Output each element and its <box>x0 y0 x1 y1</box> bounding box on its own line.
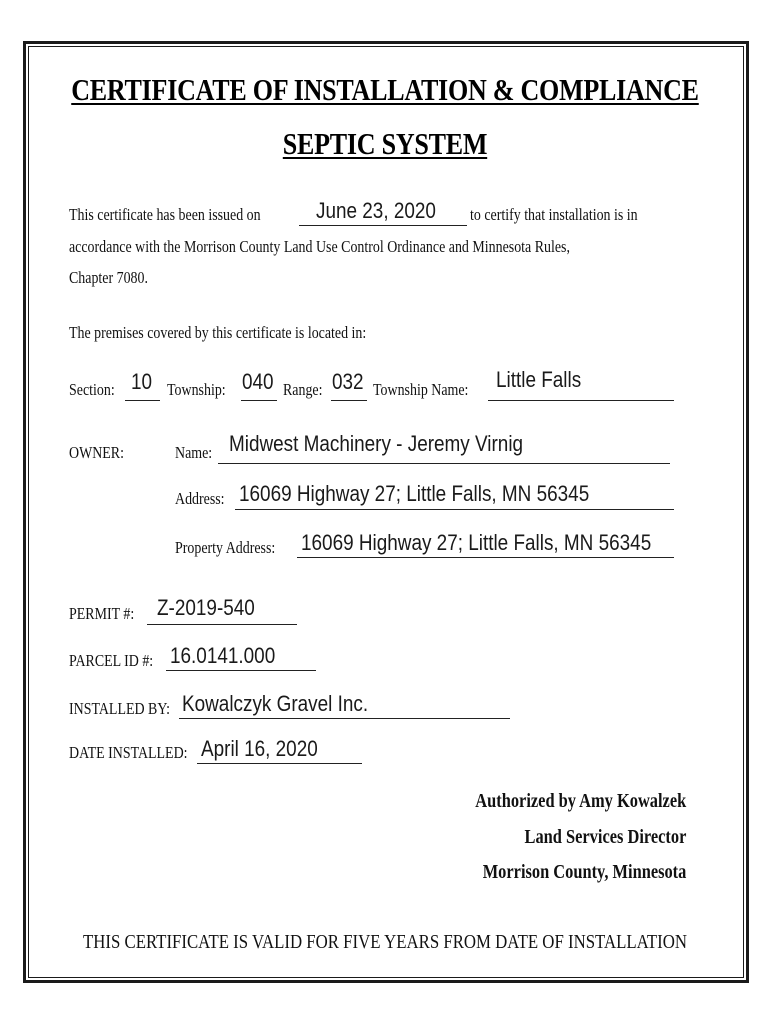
section-label: Section: <box>69 380 115 399</box>
township-name-value: Little Falls <box>496 367 582 392</box>
property-address-value: 16069 Highway 27; Little Falls, MN 56345 <box>301 530 652 555</box>
installed-by-label: INSTALLED BY: <box>69 699 170 718</box>
township-value: 040 <box>242 369 274 394</box>
premises-text: The premises covered by this certificate is located in: <box>69 323 367 342</box>
township-label: Township: <box>167 380 226 399</box>
property-address-underline <box>297 557 674 558</box>
authorizer-county: Morrison County, Minnesota <box>482 861 686 883</box>
date-installed-label: DATE INSTALLED: <box>69 743 188 762</box>
parcel-underline <box>166 670 316 671</box>
owner-name-value: Midwest Machinery - Jeremy Virnig <box>229 431 524 456</box>
owner-address-underline <box>235 509 674 510</box>
owner-address-label: Address: <box>175 489 225 508</box>
township-underline <box>241 400 277 401</box>
township-name-underline <box>488 400 674 401</box>
permit-underline <box>147 624 297 625</box>
issued-date-underline <box>299 225 467 226</box>
certificate-title: CERTIFICATE OF INSTALLATION & COMPLIANCE <box>71 72 699 107</box>
validity-statement: THIS CERTIFICATE IS VALID FOR FIVE YEARS FROM DATE OF INSTALLATION <box>82 931 688 953</box>
intro-line-2: accordance with the Morrison County Land Use Control Ordinance and Minnesota Rules, <box>69 237 570 256</box>
installed-by-underline <box>179 718 510 719</box>
range-underline <box>331 400 367 401</box>
issued-date-value: June 23, 2020 <box>316 198 436 223</box>
authorizer-title: Land Services Director <box>524 826 686 848</box>
owner-label: OWNER: <box>69 443 124 462</box>
owner-name-underline <box>218 463 670 464</box>
intro-line-3: Chapter 7080. <box>69 268 148 287</box>
section-underline <box>125 400 160 401</box>
owner-name-label: Name: <box>175 443 213 462</box>
owner-address-value: 16069 Highway 27; Little Falls, MN 56345 <box>239 481 590 506</box>
range-value: 032 <box>332 369 364 394</box>
parcel-label: PARCEL ID #: <box>69 651 154 670</box>
property-address-label: Property Address: <box>175 538 276 557</box>
installed-by-value: Kowalczyk Gravel Inc. <box>182 691 369 716</box>
intro-suffix: to certify that installation is in <box>470 205 638 224</box>
parcel-value: 16.0141.000 <box>170 643 276 668</box>
certificate-subtitle: SEPTIC SYSTEM <box>282 126 488 161</box>
permit-value: Z-2019-540 <box>157 595 255 620</box>
authorized-by: Authorized by Amy Kowalzek <box>475 790 686 812</box>
permit-label: PERMIT #: <box>69 604 135 623</box>
section-value: 10 <box>131 369 153 394</box>
intro-prefix: This certificate has been issued on <box>69 205 261 224</box>
date-installed-value: April 16, 2020 <box>201 736 318 761</box>
township-name-label: Township Name: <box>373 380 469 399</box>
range-label: Range: <box>283 380 323 399</box>
date-installed-underline <box>197 763 362 764</box>
